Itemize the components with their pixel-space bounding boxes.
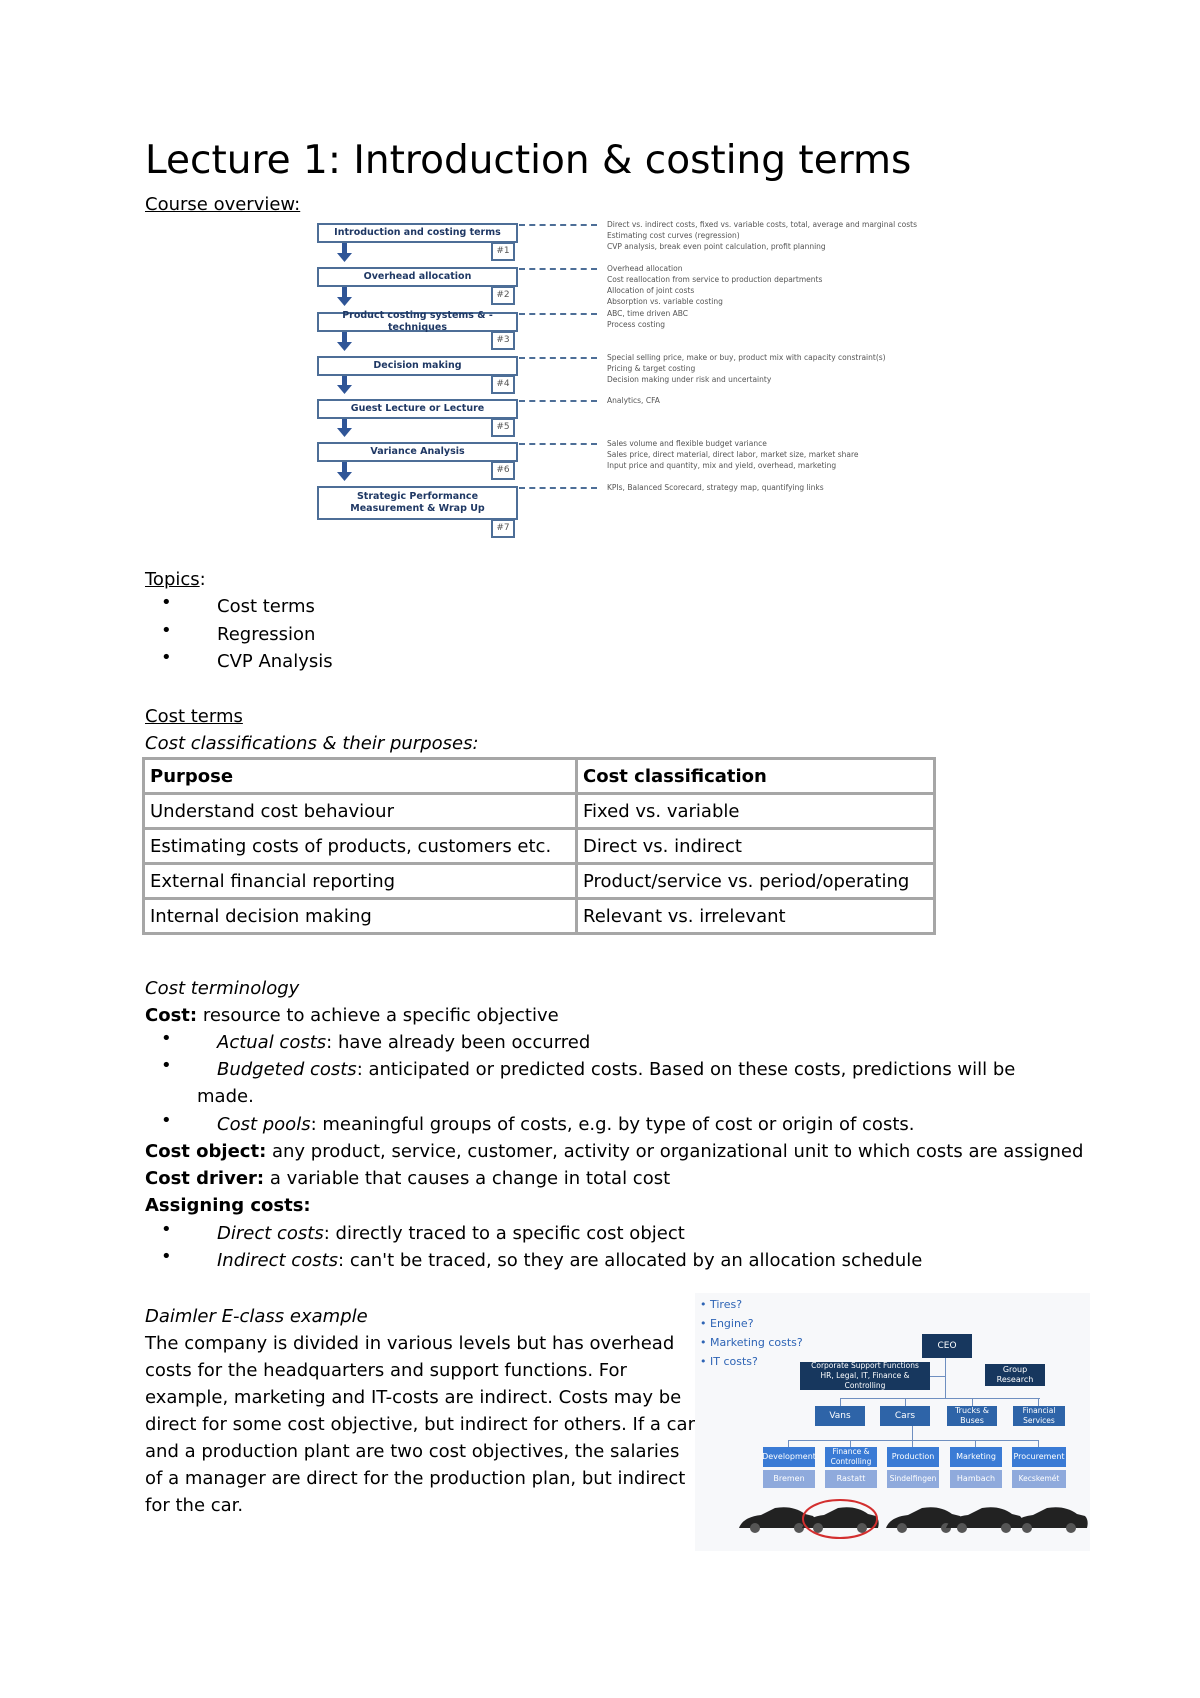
flow-step-6: Variance Analysis (317, 442, 518, 462)
cost-bullet-budgeted-cont: made. (197, 1086, 254, 1107)
cost-object-definition: Cost object: any product, service, customer, activity or organizational unit to which costs are assigned (145, 1141, 1084, 1162)
flow-step-5: Guest Lecture or Lecture (317, 399, 518, 419)
cost-terminology-heading: Cost terminology (145, 978, 300, 999)
car-icon (946, 1507, 1023, 1533)
org-function: Finance & Controlling (825, 1447, 877, 1467)
org-function: Marketing (950, 1447, 1002, 1467)
flow-connector-2 (519, 268, 597, 270)
bullet-icon: • (161, 620, 172, 641)
flow-step-1: Introduction and costing terms (317, 223, 518, 243)
course-overview-heading: Course overview: (145, 194, 301, 215)
topic-item: CVP Analysis (217, 651, 333, 672)
org-plant: Sindelfingen (887, 1470, 939, 1488)
car-icon (1011, 1507, 1088, 1533)
topic-item: Regression (217, 624, 316, 645)
flow-step-2-number: #2 (491, 286, 515, 305)
cost-classifications-subheading: Cost classifications & their purposes: (145, 733, 479, 754)
bullet-icon: • (161, 1028, 172, 1049)
cost-bullet-pools: Cost pools: meaningful groups of costs, e.g. by type of cost or origin of costs. (217, 1114, 915, 1135)
daimler-paragraph-line: and a production plant are two cost objectives, the salaries (145, 1441, 680, 1462)
bullet-icon: • (161, 1110, 172, 1131)
flow-connector-1 (519, 224, 597, 226)
table-header-row (144, 759, 935, 794)
bullet-icon: • (161, 1055, 172, 1076)
question-item: • Engine? (700, 1317, 754, 1330)
flow-connector-3 (519, 313, 597, 315)
org-function: Development (763, 1447, 815, 1467)
table-cell: External financial reporting (144, 864, 577, 899)
flow-step-7-number: #7 (491, 519, 515, 538)
flow-connector-4 (519, 357, 597, 359)
org-plant: Rastatt (825, 1470, 877, 1488)
cost-classification-table (142, 757, 936, 935)
flow-step-7: Strategic Performance Measurement & Wrap Up (317, 486, 518, 520)
question-item: • Tires? (700, 1298, 743, 1311)
daimler-paragraph-line: example, marketing and IT-costs are indirect. Costs may be (145, 1387, 682, 1408)
org-plant: Kecskemét (1012, 1470, 1066, 1488)
flow-connector-7 (519, 487, 597, 489)
cost-bullet-budgeted: Budgeted costs: anticipated or predicted costs. Based on these costs, predictions will be (217, 1059, 1016, 1080)
daimler-heading: Daimler E-class example (145, 1306, 368, 1327)
flow-notes-2: Overhead allocation Cost reallocation from service to production departments Allocation of joint costs Absorption vs. variable costing (607, 264, 823, 306)
question-item: • IT costs? (700, 1355, 758, 1368)
org-function: Procurement (1012, 1447, 1066, 1467)
org-ceo: CEO (922, 1334, 972, 1358)
flow-notes-6: Sales volume and flexible budget variance Sales price, direct material, direct labor, market size, market share Input price and quantity, mix and yield, overhead, marketing (607, 439, 859, 470)
daimler-paragraph-line: for the car. (145, 1495, 244, 1516)
flow-step-2: Overhead allocation (317, 267, 518, 287)
bullet-icon: • (161, 592, 172, 613)
flow-step-5-number: #5 (491, 418, 515, 437)
flow-arrows (335, 240, 355, 540)
table-row (144, 899, 935, 934)
daimler-paragraph-line: costs for the headquarters and support functions. For (145, 1360, 627, 1381)
flow-step-1-number: #1 (491, 242, 515, 261)
table-cell: Internal decision making (144, 899, 577, 934)
flow-notes-1: Direct vs. indirect costs, fixed vs. variable costs, total, average and marginal costs Estimating cost curves (regression) CVP analysis, break even point calculation, profit planning (607, 220, 918, 251)
car-icon (802, 1507, 879, 1533)
flow-notes-5: Analytics, CFA (607, 396, 660, 405)
org-plant: Hambach (950, 1470, 1002, 1488)
cost-definition: Cost: resource to achieve a specific objective (145, 1005, 559, 1026)
bullet-icon: • (161, 1246, 172, 1267)
org-support-functions: Corporate Support Functions HR, Legal, IT, Finance & Controlling (800, 1362, 930, 1390)
cost-bullet-actual: Actual costs: have already been occurred (217, 1032, 591, 1053)
table-cell: Estimating costs of products, customers etc. (144, 829, 577, 864)
cost-driver-definition: Cost driver: a variable that causes a change in total cost (145, 1168, 671, 1189)
org-division: Trucks & Buses (947, 1406, 997, 1426)
bullet-icon: • (161, 647, 172, 668)
org-division: Vans (815, 1406, 865, 1426)
flow-notes-4: Special selling price, make or buy, product mix with capacity constraint(s) Pricing & target costing Decision making under risk and uncertainty (607, 353, 886, 384)
org-group-research: Group Research (985, 1364, 1045, 1386)
org-division: Financial Services (1013, 1406, 1065, 1426)
assign-bullet-indirect: Indirect costs: can't be traced, so they are allocated by an allocation schedule (217, 1250, 923, 1271)
org-division: Cars (880, 1406, 930, 1426)
cost-terms-heading: Cost terms (145, 706, 243, 727)
table-header-cell: Purpose (144, 759, 577, 794)
topic-item: Cost terms (217, 596, 315, 617)
table-row (144, 864, 935, 899)
table-cell: Direct vs. indirect (577, 829, 935, 864)
table-cell: Product/service vs. period/operating (577, 864, 935, 899)
daimler-paragraph-line: of a manager are direct for the production plan, but indirect (145, 1468, 686, 1489)
bullet-icon: • (161, 1219, 172, 1240)
daimler-paragraph-line: The company is divided in various levels but has overhead (145, 1333, 675, 1354)
car-icon (739, 1507, 816, 1533)
flow-notes-7: KPIs, Balanced Scorecard, strategy map, quantifying links (607, 483, 824, 492)
daimler-paragraph-line: direct for some cost objective, but indirect for others. If a car (145, 1414, 695, 1435)
table-cell: Relevant vs. irrelevant (577, 899, 935, 934)
table-cell: Fixed vs. variable (577, 794, 935, 829)
table-row (144, 794, 935, 829)
flow-step-4-number: #4 (491, 375, 515, 394)
flow-connector-6 (519, 443, 597, 445)
table-cell: Understand cost behaviour (144, 794, 577, 829)
flow-step-4: Decision making (317, 356, 518, 376)
flow-step-3: Product costing systems & -techniques (317, 312, 518, 332)
flow-connector-5 (519, 400, 597, 402)
table-row (144, 829, 935, 864)
question-item: • Marketing costs? (700, 1336, 803, 1349)
topics-heading: Topics: (145, 569, 206, 590)
car-images (735, 1495, 1095, 1543)
assign-bullet-direct: Direct costs: directly traced to a specific cost object (217, 1223, 685, 1244)
org-function: Production (887, 1447, 939, 1467)
flow-step-6-number: #6 (491, 461, 515, 480)
org-plant: Bremen (763, 1470, 815, 1488)
flow-notes-3: ABC, time driven ABC Process costing (607, 309, 688, 329)
car-icon (886, 1507, 963, 1533)
flow-step-3-number: #3 (491, 331, 515, 350)
page-title: Lecture 1: Introduction & costing terms (145, 138, 912, 183)
table-header-cell: Cost classification (577, 759, 935, 794)
assigning-costs-heading: Assigning costs: (145, 1195, 311, 1216)
